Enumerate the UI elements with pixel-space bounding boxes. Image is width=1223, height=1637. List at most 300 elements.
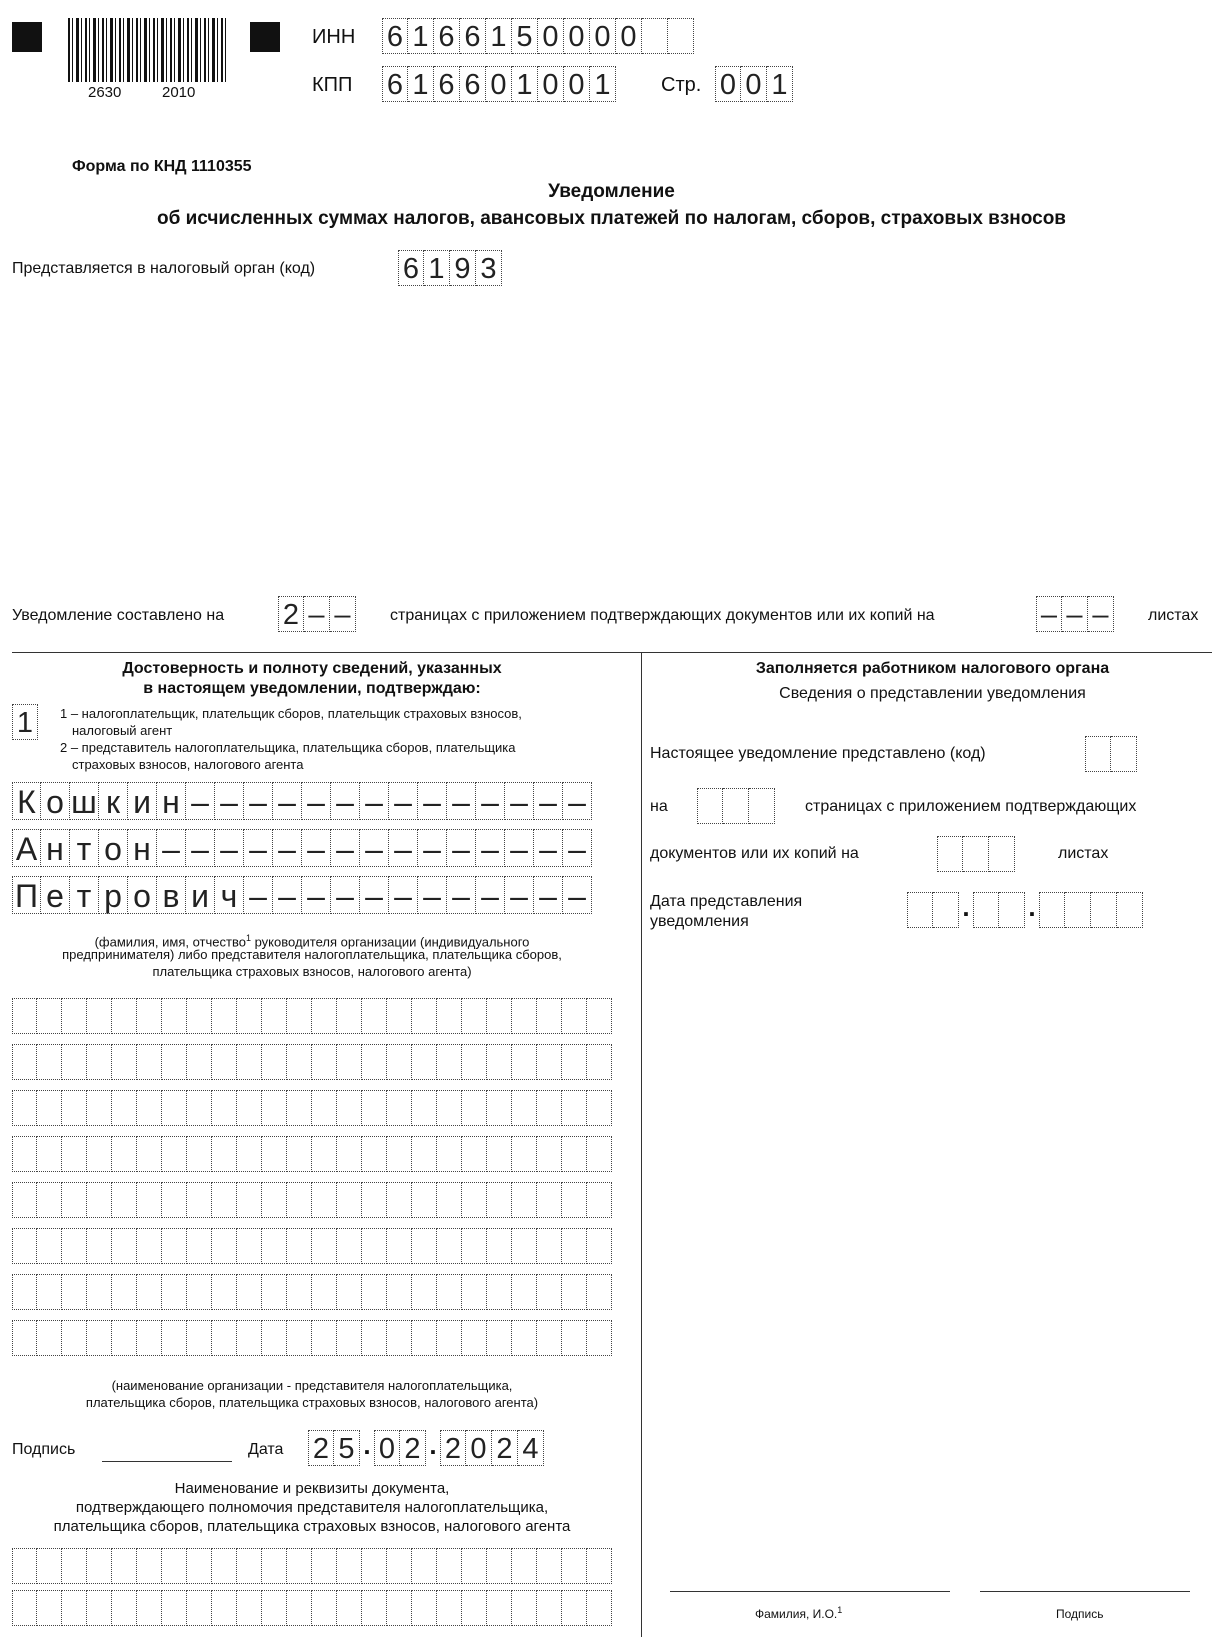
organization-name-cell[interactable] [137, 1320, 162, 1356]
signature-date-digit-cell[interactable]: 2 [440, 1430, 466, 1466]
name-letter-cell[interactable]: – [360, 782, 389, 820]
organization-name-cell[interactable] [212, 1228, 237, 1264]
organization-name-cell[interactable] [512, 1320, 537, 1356]
organization-name-cell[interactable] [37, 998, 62, 1034]
name-letter-cell[interactable]: – [331, 876, 360, 914]
name-letter-cell[interactable]: – [563, 876, 592, 914]
organization-name-cell[interactable] [387, 1228, 412, 1264]
signer-code-cell[interactable]: 1 [12, 704, 38, 740]
kpp-digit-cell[interactable]: 6 [434, 66, 460, 102]
name-letter-cell[interactable]: – [273, 782, 302, 820]
organization-name-cell[interactable] [62, 1320, 87, 1356]
organization-name-cell[interactable] [362, 1182, 387, 1218]
authority-document-cell[interactable] [262, 1548, 287, 1584]
name-letter-cell[interactable]: р [99, 876, 128, 914]
submission-date-year-cell[interactable] [1065, 892, 1091, 928]
organization-name-cell[interactable] [412, 1044, 437, 1080]
organization-name-cell[interactable] [187, 998, 212, 1034]
name-letter-cell[interactable]: ч [215, 876, 244, 914]
organization-name-cell[interactable] [62, 998, 87, 1034]
authority-document-cell[interactable] [462, 1548, 487, 1584]
tax-authority-digit-cell[interactable]: 6 [398, 250, 424, 286]
submitted-sheets-cell[interactable] [989, 836, 1015, 872]
name-letter-cell[interactable]: – [418, 829, 447, 867]
authority-document-cell[interactable] [512, 1590, 537, 1626]
authority-document-cell[interactable] [437, 1548, 462, 1584]
authority-document-cell[interactable] [187, 1548, 212, 1584]
signature-date-digit-cell[interactable]: 5 [334, 1430, 360, 1466]
organization-name-cell[interactable] [12, 1274, 37, 1310]
organization-name-cell[interactable] [312, 1228, 337, 1264]
authority-document-cell[interactable] [487, 1548, 512, 1584]
organization-name-cell[interactable] [87, 1182, 112, 1218]
name-letter-cell[interactable]: – [186, 782, 215, 820]
organization-name-cell[interactable] [37, 1044, 62, 1080]
name-letter-cell[interactable]: – [186, 829, 215, 867]
organization-name-cell[interactable] [462, 1228, 487, 1264]
authority-document-cell[interactable] [162, 1590, 187, 1626]
authority-document-cell[interactable] [237, 1590, 262, 1626]
authority-document-cell[interactable] [312, 1590, 337, 1626]
organization-name-cell[interactable] [62, 1136, 87, 1172]
organization-name-cell[interactable] [137, 1274, 162, 1310]
organization-name-cell[interactable] [437, 1044, 462, 1080]
organization-name-cell[interactable] [587, 1320, 612, 1356]
organization-name-cell[interactable] [262, 1090, 287, 1126]
organization-name-cell[interactable] [312, 1182, 337, 1218]
organization-name-cell[interactable] [212, 1182, 237, 1218]
organization-name-cell[interactable] [37, 1136, 62, 1172]
organization-name-cell[interactable] [462, 1090, 487, 1126]
inn-digit-cell[interactable]: 0 [538, 18, 564, 54]
organization-name-cell[interactable] [62, 1274, 87, 1310]
authority-document-cell[interactable] [37, 1590, 62, 1626]
organization-name-cell[interactable] [437, 1274, 462, 1310]
name-letter-cell[interactable]: в [157, 876, 186, 914]
name-letter-cell[interactable]: – [331, 782, 360, 820]
organization-name-cell[interactable] [387, 1182, 412, 1218]
kpp-digit-cell[interactable]: 6 [460, 66, 486, 102]
kpp-digit-cell[interactable]: 1 [512, 66, 538, 102]
organization-name-cell[interactable] [437, 998, 462, 1034]
organization-name-cell[interactable] [37, 1274, 62, 1310]
organization-name-cell[interactable] [162, 1182, 187, 1218]
kpp-digit-cell[interactable]: 0 [486, 66, 512, 102]
organization-name-cell[interactable] [587, 1044, 612, 1080]
organization-name-cell[interactable] [587, 1228, 612, 1264]
organization-name-cell[interactable] [62, 1090, 87, 1126]
name-letter-cell[interactable]: – [244, 876, 273, 914]
organization-name-cell[interactable] [312, 998, 337, 1034]
organization-name-cell[interactable] [87, 1320, 112, 1356]
organization-name-cell[interactable] [237, 1044, 262, 1080]
organization-name-cell[interactable] [262, 1274, 287, 1310]
organization-name-cell[interactable] [512, 1182, 537, 1218]
organization-name-cell[interactable] [187, 1090, 212, 1126]
name-letter-cell[interactable]: – [389, 829, 418, 867]
organization-name-cell[interactable] [437, 1090, 462, 1126]
organization-name-cell[interactable] [487, 1136, 512, 1172]
organization-name-cell[interactable] [337, 998, 362, 1034]
organization-name-cell[interactable] [137, 1090, 162, 1126]
organization-name-cell[interactable] [87, 998, 112, 1034]
organization-name-cell[interactable] [237, 1228, 262, 1264]
organization-name-cell[interactable] [262, 1136, 287, 1172]
authority-document-cell[interactable] [112, 1590, 137, 1626]
organization-name-cell[interactable] [162, 1090, 187, 1126]
organization-name-cell[interactable] [562, 1228, 587, 1264]
authority-document-cell[interactable] [362, 1590, 387, 1626]
signature-date-digit-cell[interactable]: 2 [400, 1430, 426, 1466]
kpp-digit-cell[interactable]: 0 [538, 66, 564, 102]
name-letter-cell[interactable]: – [418, 876, 447, 914]
organization-name-cell[interactable] [462, 998, 487, 1034]
organization-name-cell[interactable] [212, 1090, 237, 1126]
authority-document-cell[interactable] [362, 1548, 387, 1584]
organization-name-cell[interactable] [487, 998, 512, 1034]
organization-name-cell[interactable] [387, 1090, 412, 1126]
authority-document-cell[interactable] [412, 1590, 437, 1626]
name-letter-cell[interactable]: к [99, 782, 128, 820]
organization-name-cell[interactable] [112, 998, 137, 1034]
signature-date-digit-cell[interactable]: 0 [466, 1430, 492, 1466]
organization-name-cell[interactable] [312, 1044, 337, 1080]
authority-document-cell[interactable] [212, 1548, 237, 1584]
organization-name-cell[interactable] [237, 1320, 262, 1356]
organization-name-cell[interactable] [137, 1044, 162, 1080]
submitted-sheets-cell[interactable] [963, 836, 989, 872]
organization-name-cell[interactable] [112, 1274, 137, 1310]
organization-name-cell[interactable] [212, 1320, 237, 1356]
kpp-digit-cell[interactable]: 1 [408, 66, 434, 102]
organization-name-cell[interactable] [187, 1044, 212, 1080]
signature-date-digit-cell[interactable]: 4 [518, 1430, 544, 1466]
organization-name-cell[interactable] [162, 1044, 187, 1080]
name-letter-cell[interactable]: – [534, 829, 563, 867]
tax-authority-digit-cell[interactable]: 9 [450, 250, 476, 286]
organization-name-cell[interactable] [412, 1090, 437, 1126]
organization-name-cell[interactable] [387, 1136, 412, 1172]
organization-name-cell[interactable] [262, 1320, 287, 1356]
submission-date-year-cell[interactable] [1117, 892, 1143, 928]
organization-name-cell[interactable] [137, 1136, 162, 1172]
submission-date-year-cell[interactable] [1091, 892, 1117, 928]
authority-document-cell[interactable] [462, 1590, 487, 1626]
organization-name-cell[interactable] [287, 1136, 312, 1172]
organization-name-cell[interactable] [262, 1044, 287, 1080]
organization-name-cell[interactable] [187, 1228, 212, 1264]
authority-document-cell[interactable] [412, 1548, 437, 1584]
organization-name-cell[interactable] [562, 1320, 587, 1356]
organization-name-cell[interactable] [37, 1182, 62, 1218]
page-digit-cell[interactable]: 0 [741, 66, 767, 102]
organization-name-cell[interactable] [137, 998, 162, 1034]
organization-name-cell[interactable] [537, 1182, 562, 1218]
organization-name-cell[interactable] [462, 1136, 487, 1172]
organization-name-cell[interactable] [87, 1228, 112, 1264]
organization-name-cell[interactable] [312, 1090, 337, 1126]
signature-date-digit-cell[interactable]: 2 [492, 1430, 518, 1466]
authority-document-cell[interactable] [12, 1590, 37, 1626]
organization-name-cell[interactable] [462, 1274, 487, 1310]
kpp-digit-cell[interactable]: 6 [382, 66, 408, 102]
organization-name-cell[interactable] [362, 1044, 387, 1080]
organization-name-cell[interactable] [312, 1274, 337, 1310]
organization-name-cell[interactable] [337, 1090, 362, 1126]
name-letter-cell[interactable]: – [389, 782, 418, 820]
organization-name-cell[interactable] [237, 1136, 262, 1172]
organization-name-cell[interactable] [487, 1228, 512, 1264]
sheets-digit-cell[interactable]: – [1062, 596, 1088, 632]
inn-digit-cell[interactable]: 0 [564, 18, 590, 54]
name-letter-cell[interactable]: – [447, 876, 476, 914]
organization-name-cell[interactable] [587, 1136, 612, 1172]
authority-document-cell[interactable] [387, 1590, 412, 1626]
organization-name-cell[interactable] [537, 1320, 562, 1356]
inn-digit-cell[interactable]: 6 [434, 18, 460, 54]
organization-name-cell[interactable] [487, 1274, 512, 1310]
name-letter-cell[interactable]: н [41, 829, 70, 867]
organization-name-cell[interactable] [12, 1228, 37, 1264]
name-letter-cell[interactable]: е [41, 876, 70, 914]
name-letter-cell[interactable]: – [476, 876, 505, 914]
name-letter-cell[interactable]: – [244, 782, 273, 820]
organization-name-cell[interactable] [12, 1090, 37, 1126]
name-letter-cell[interactable]: – [360, 829, 389, 867]
organization-name-cell[interactable] [587, 998, 612, 1034]
inn-digit-cell[interactable] [642, 18, 668, 54]
submission-date-month-cell[interactable] [973, 892, 999, 928]
organization-name-cell[interactable] [512, 1136, 537, 1172]
name-letter-cell[interactable]: – [505, 829, 534, 867]
authority-document-cell[interactable] [512, 1548, 537, 1584]
authority-document-cell[interactable] [237, 1548, 262, 1584]
organization-name-cell[interactable] [362, 1320, 387, 1356]
organization-name-cell[interactable] [562, 1136, 587, 1172]
name-letter-cell[interactable]: – [157, 829, 186, 867]
name-letter-cell[interactable]: – [302, 829, 331, 867]
organization-name-cell[interactable] [587, 1274, 612, 1310]
organization-name-cell[interactable] [437, 1320, 462, 1356]
organization-name-cell[interactable] [512, 1228, 537, 1264]
organization-name-cell[interactable] [387, 1320, 412, 1356]
organization-name-cell[interactable] [362, 1136, 387, 1172]
authority-document-cell[interactable] [112, 1548, 137, 1584]
organization-name-cell[interactable] [12, 998, 37, 1034]
submitted-pages-cell[interactable] [697, 788, 723, 824]
organization-name-cell[interactable] [462, 1320, 487, 1356]
organization-name-cell[interactable] [387, 1044, 412, 1080]
submission-date-day-cell[interactable] [933, 892, 959, 928]
organization-name-cell[interactable] [112, 1090, 137, 1126]
name-letter-cell[interactable]: – [331, 829, 360, 867]
organization-name-cell[interactable] [87, 1090, 112, 1126]
signature-date-digit-cell[interactable]: 0 [374, 1430, 400, 1466]
authority-document-cell[interactable] [287, 1548, 312, 1584]
inn-digit-cell[interactable]: 0 [590, 18, 616, 54]
name-letter-cell[interactable]: – [302, 876, 331, 914]
tax-authority-digit-cell[interactable]: 1 [424, 250, 450, 286]
name-letter-cell[interactable]: – [360, 876, 389, 914]
name-letter-cell[interactable]: т [70, 829, 99, 867]
name-letter-cell[interactable]: – [447, 829, 476, 867]
authority-document-cell[interactable] [87, 1590, 112, 1626]
name-letter-cell[interactable]: – [302, 782, 331, 820]
submission-date-day-cell[interactable] [907, 892, 933, 928]
authority-document-cell[interactable] [562, 1590, 587, 1626]
name-letter-cell[interactable]: – [563, 782, 592, 820]
name-letter-cell[interactable]: т [70, 876, 99, 914]
organization-name-cell[interactable] [187, 1320, 212, 1356]
organization-name-cell[interactable] [287, 1228, 312, 1264]
organization-name-cell[interactable] [237, 998, 262, 1034]
name-letter-cell[interactable]: – [505, 782, 534, 820]
organization-name-cell[interactable] [62, 1044, 87, 1080]
name-letter-cell[interactable]: – [476, 782, 505, 820]
name-letter-cell[interactable]: о [41, 782, 70, 820]
organization-name-cell[interactable] [562, 1182, 587, 1218]
organization-name-cell[interactable] [37, 1090, 62, 1126]
name-letter-cell[interactable]: А [12, 829, 41, 867]
organization-name-cell[interactable] [262, 998, 287, 1034]
organization-name-cell[interactable] [462, 1182, 487, 1218]
authority-document-cell[interactable] [587, 1590, 612, 1626]
organization-name-cell[interactable] [362, 1228, 387, 1264]
authority-document-cell[interactable] [212, 1590, 237, 1626]
organization-name-cell[interactable] [362, 998, 387, 1034]
authority-document-cell[interactable] [537, 1590, 562, 1626]
organization-name-cell[interactable] [137, 1182, 162, 1218]
organization-name-cell[interactable] [412, 1228, 437, 1264]
inn-digit-cell[interactable]: 1 [408, 18, 434, 54]
organization-name-cell[interactable] [112, 1320, 137, 1356]
authority-document-cell[interactable] [62, 1590, 87, 1626]
organization-name-cell[interactable] [562, 1274, 587, 1310]
name-letter-cell[interactable]: – [389, 876, 418, 914]
organization-name-cell[interactable] [112, 1136, 137, 1172]
organization-name-cell[interactable] [512, 998, 537, 1034]
organization-name-cell[interactable] [537, 1228, 562, 1264]
name-letter-cell[interactable]: ш [70, 782, 99, 820]
inn-digit-cell[interactable]: 5 [512, 18, 538, 54]
organization-name-cell[interactable] [287, 1090, 312, 1126]
name-letter-cell[interactable]: – [418, 782, 447, 820]
authority-document-cell[interactable] [487, 1590, 512, 1626]
organization-name-cell[interactable] [437, 1182, 462, 1218]
organization-name-cell[interactable] [387, 998, 412, 1034]
authority-document-cell[interactable] [587, 1548, 612, 1584]
organization-name-cell[interactable] [12, 1044, 37, 1080]
name-letter-cell[interactable]: – [215, 782, 244, 820]
authority-document-cell[interactable] [162, 1548, 187, 1584]
name-letter-cell[interactable]: – [244, 829, 273, 867]
organization-name-cell[interactable] [212, 998, 237, 1034]
organization-name-cell[interactable] [212, 1044, 237, 1080]
name-letter-cell[interactable]: и [128, 782, 157, 820]
organization-name-cell[interactable] [512, 1274, 537, 1310]
inn-digit-cell[interactable]: 1 [486, 18, 512, 54]
authority-document-cell[interactable] [387, 1548, 412, 1584]
authority-document-cell[interactable] [137, 1548, 162, 1584]
organization-name-cell[interactable] [437, 1228, 462, 1264]
name-letter-cell[interactable]: – [476, 829, 505, 867]
organization-name-cell[interactable] [587, 1182, 612, 1218]
submission-date-year-cell[interactable] [1039, 892, 1065, 928]
organization-name-cell[interactable] [412, 1274, 437, 1310]
sheets-digit-cell[interactable]: – [1088, 596, 1114, 632]
organization-name-cell[interactable] [587, 1090, 612, 1126]
tax-authority-digit-cell[interactable]: 3 [476, 250, 502, 286]
authority-document-cell[interactable] [37, 1548, 62, 1584]
organization-name-cell[interactable] [162, 1228, 187, 1264]
organization-name-cell[interactable] [287, 1274, 312, 1310]
authority-document-cell[interactable] [337, 1548, 362, 1584]
name-letter-cell[interactable]: – [447, 782, 476, 820]
organization-name-cell[interactable] [537, 1274, 562, 1310]
name-letter-cell[interactable]: – [273, 876, 302, 914]
organization-name-cell[interactable] [212, 1274, 237, 1310]
organization-name-cell[interactable] [537, 998, 562, 1034]
organization-name-cell[interactable] [62, 1228, 87, 1264]
submission-date-month-cell[interactable] [999, 892, 1025, 928]
organization-name-cell[interactable] [337, 1228, 362, 1264]
pages-digit-cell[interactable]: – [304, 596, 330, 632]
authority-document-cell[interactable] [287, 1590, 312, 1626]
name-letter-cell[interactable]: – [273, 829, 302, 867]
name-letter-cell[interactable]: н [128, 829, 157, 867]
inn-digit-cell[interactable]: 0 [616, 18, 642, 54]
submitted-code-cell[interactable] [1085, 736, 1111, 772]
organization-name-cell[interactable] [562, 1090, 587, 1126]
name-letter-cell[interactable]: – [215, 829, 244, 867]
organization-name-cell[interactable] [487, 1320, 512, 1356]
organization-name-cell[interactable] [37, 1320, 62, 1356]
organization-name-cell[interactable] [87, 1044, 112, 1080]
authority-document-cell[interactable] [337, 1590, 362, 1626]
pages-digit-cell[interactable]: – [330, 596, 356, 632]
organization-name-cell[interactable] [162, 1320, 187, 1356]
organization-name-cell[interactable] [187, 1182, 212, 1218]
sheets-digit-cell[interactable]: – [1036, 596, 1062, 632]
name-letter-cell[interactable]: П [12, 876, 41, 914]
authority-document-cell[interactable] [537, 1548, 562, 1584]
name-letter-cell[interactable]: о [128, 876, 157, 914]
organization-name-cell[interactable] [287, 998, 312, 1034]
kpp-digit-cell[interactable]: 1 [590, 66, 616, 102]
authority-document-cell[interactable] [437, 1590, 462, 1626]
organization-name-cell[interactable] [287, 1182, 312, 1218]
organization-name-cell[interactable] [537, 1044, 562, 1080]
organization-name-cell[interactable] [487, 1090, 512, 1126]
organization-name-cell[interactable] [137, 1228, 162, 1264]
authority-document-cell[interactable] [137, 1590, 162, 1626]
organization-name-cell[interactable] [412, 1320, 437, 1356]
organization-name-cell[interactable] [487, 1182, 512, 1218]
organization-name-cell[interactable] [212, 1136, 237, 1172]
organization-name-cell[interactable] [37, 1228, 62, 1264]
organization-name-cell[interactable] [362, 1274, 387, 1310]
organization-name-cell[interactable] [112, 1228, 137, 1264]
organization-name-cell[interactable] [337, 1044, 362, 1080]
authority-document-cell[interactable] [187, 1590, 212, 1626]
organization-name-cell[interactable] [412, 1136, 437, 1172]
organization-name-cell[interactable] [12, 1182, 37, 1218]
organization-name-cell[interactable] [187, 1136, 212, 1172]
organization-name-cell[interactable] [87, 1274, 112, 1310]
organization-name-cell[interactable] [112, 1044, 137, 1080]
authority-document-cell[interactable] [87, 1548, 112, 1584]
submitted-sheets-cell[interactable] [937, 836, 963, 872]
